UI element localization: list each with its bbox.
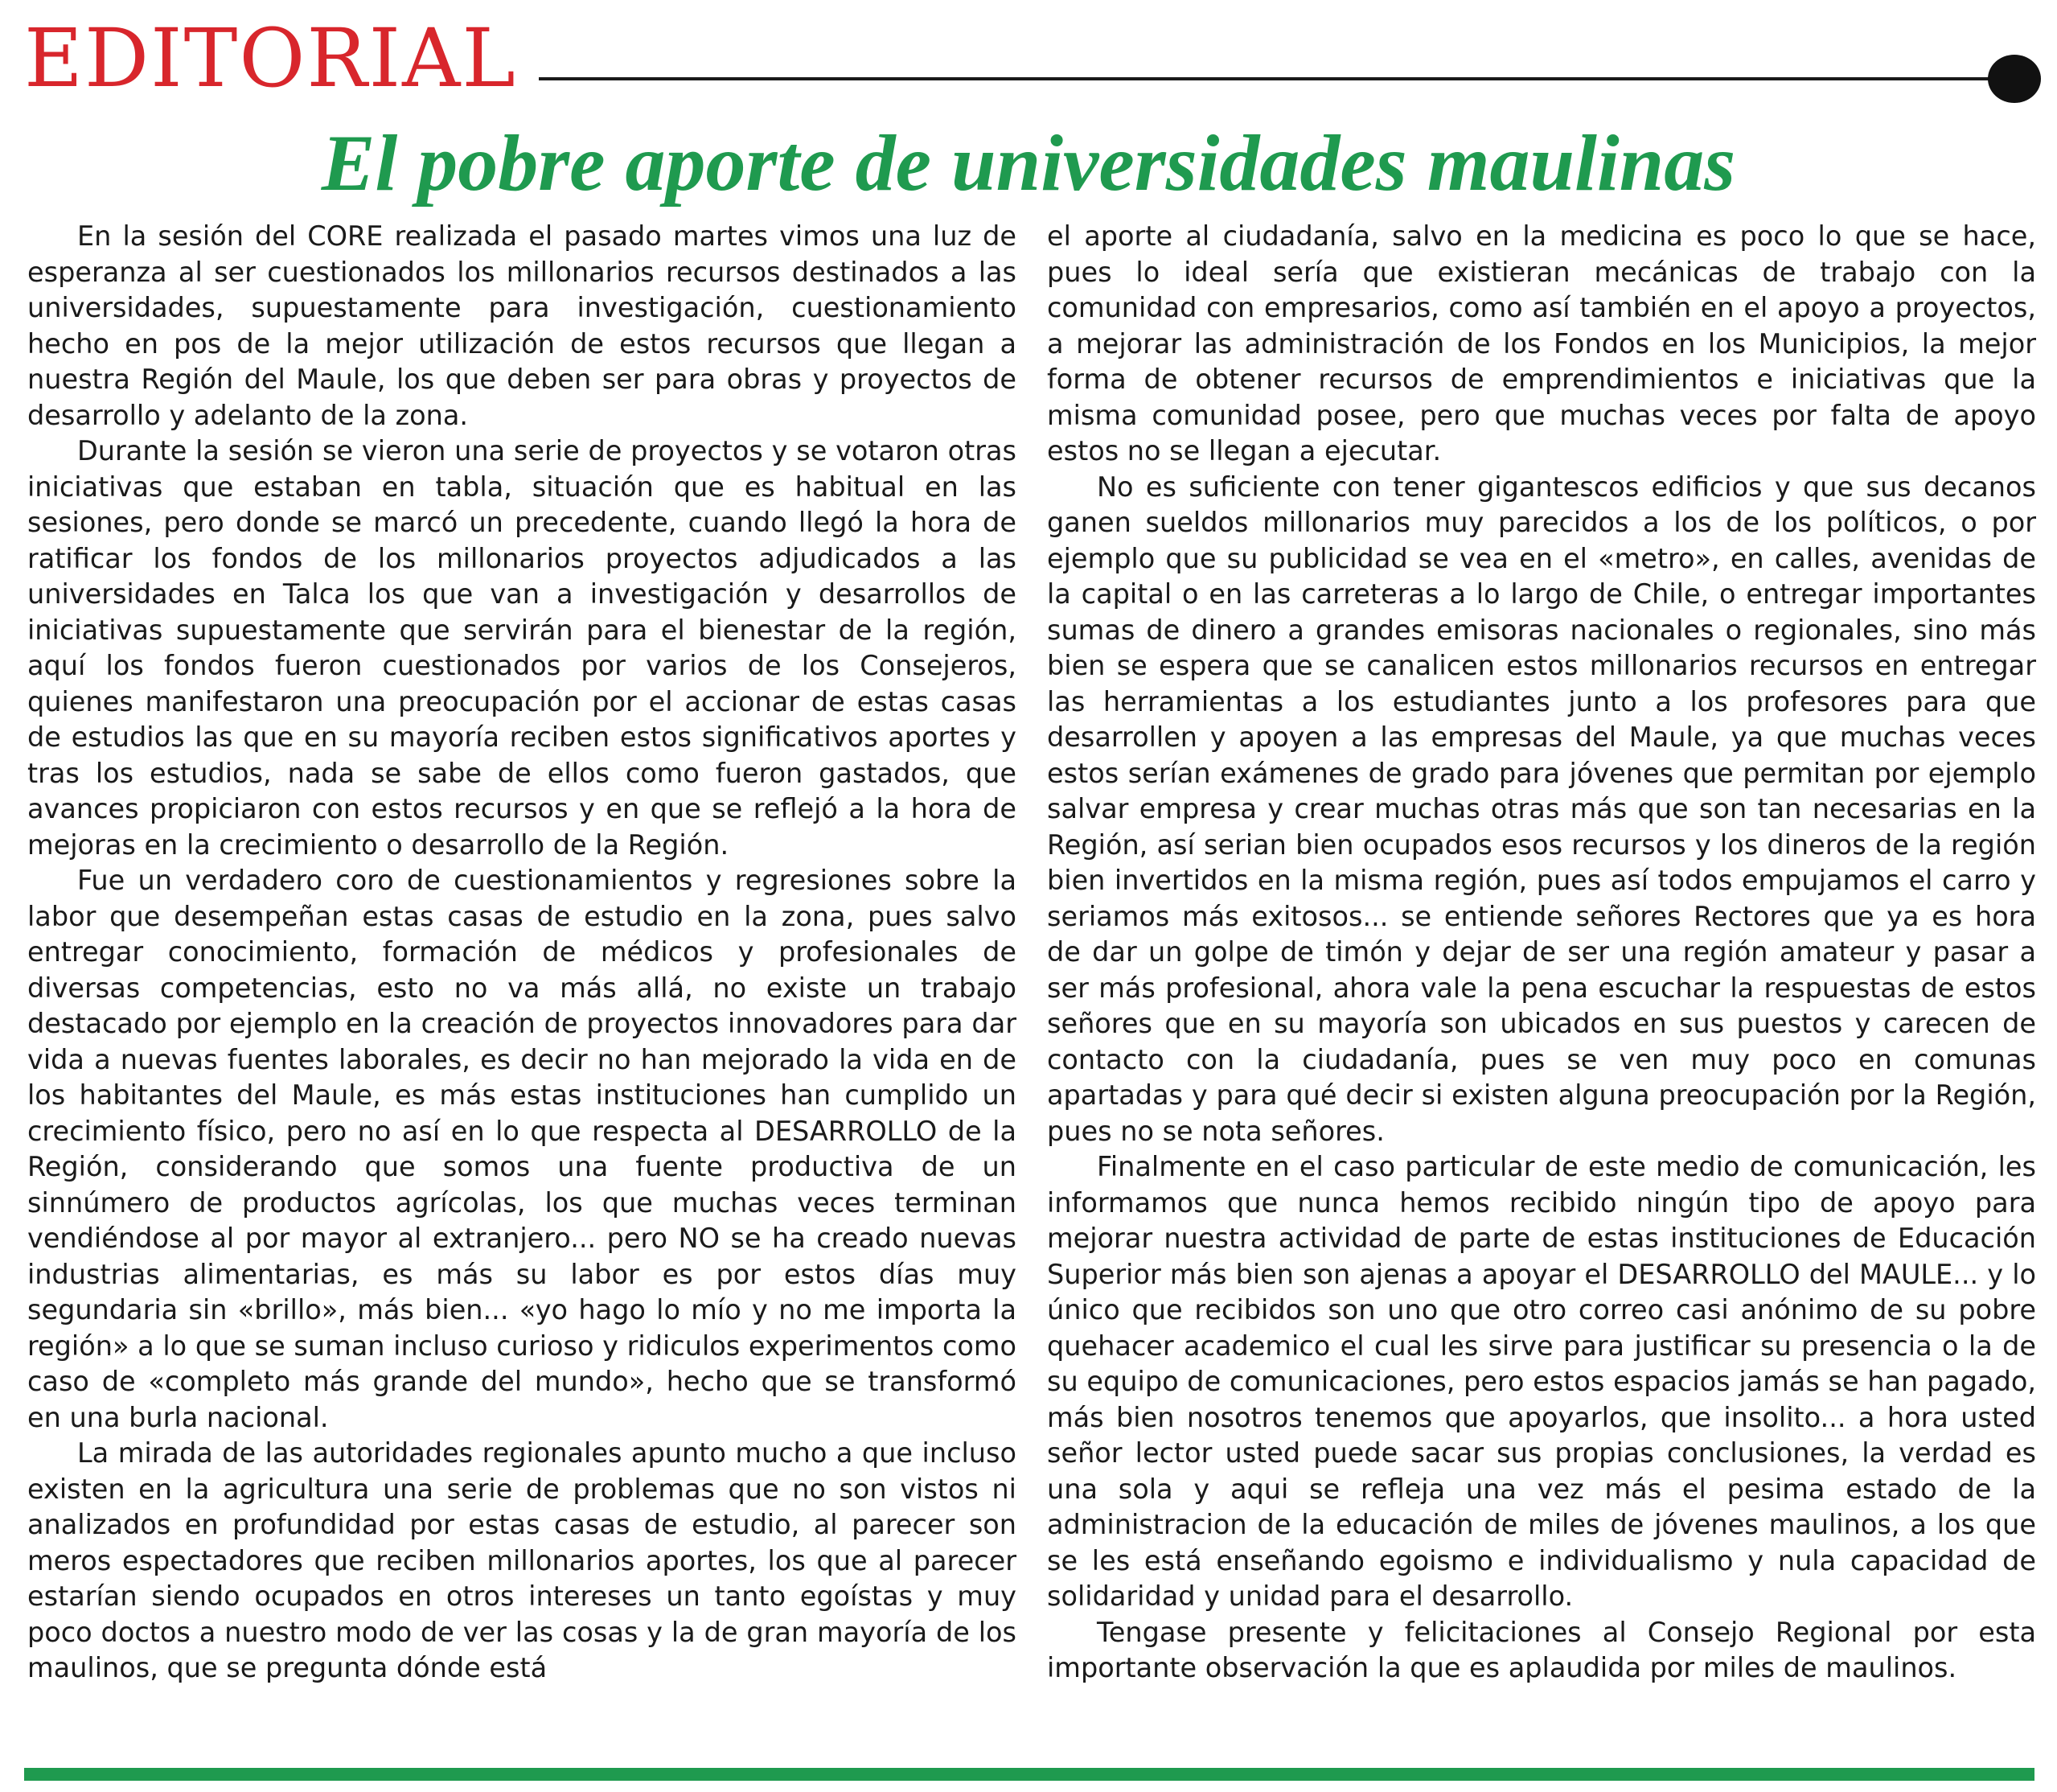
footer-rule <box>24 1768 2034 1781</box>
paragraph: Durante la sesión se vieron una serie de proyectos y se votaron otras iniciativas que estaban en tabla, situación que es habitual en las sesiones, pero donde se marcó un precedente, cuando llegó la hora de ratificar los fondos de los millonarios proyectos adjudicados a las universidades en Talca los que van a investigación y desarrollos de iniciativas supuestamente que servirán para el bienestar de la región, aquí los fondos fueron cuestionados por varios de los Consejeros, quienes manifestaron una preocupación por el accionar de estas casas de estudios las que en su mayoría reciben estos significativos aportes y tras los estudios, nada se sabe de ellos como fueron gastados, que avances propiciaron con estos recursos y en que se reflejó a la hora de mejoras en la crecimiento o desarrollo de la Región. <box>27 435 1016 861</box>
header-rule-line <box>539 77 2010 80</box>
paragraph: Finalmente en el caso particular de este medio de comunicación, les informamos que nunca hemos recibido ningún tipo de apoyo para mejorar nuestra actividad de parte de estas instituciones de Educación Superior más bien son ajenas a apoyar el DESARROLLO del MAULE... y lo único que recibidos son uno que otro correo casi anónimo de su pobre quehacer academico el cual les sirve para justificar su presencia o la de su equipo de comunicaciones, pero estos espacios jamás se han pagado, más bien nosotros tenemos que apoyarlos, que insolito... a hora usted señor lector usted puede sacar sus propias conclusiones, la verdad es una sola y aqui se refleja una vez más el pesima estado de la administracion de la educación de miles de jóvenes maulinos, a los que se les está enseñando egoismo e individualismo y nula capacidad de solidaridad y unidad para el desarrollo. <box>1047 1151 2036 1612</box>
paragraph: Fue un verdadero coro de cuestionamientos y regresiones sobre la labor que desempeñan estas casas de estudio en la zona, pues salvo entregar conocimiento, formación de médicos y profesionales de diversas competencias, esto no va más allá, no existe un trabajo destacado por ejemplo en la creación de proyectos innovadores para dar vida a nuevas fuentes laborales, es decir no han mejorado la vida en de los habitantes del Maule, es más estas instituciones han cumplido un crecimiento físico, pero no así en lo que respecta al DESARROLLO de la Región, considerando que somos una fuente productiva de un sinnúmero de productos agrícolas, los que muchas veces terminan vendiéndose al por mayor al extranjero... pero NO se ha creado nuevas industrias alimentarias, es más su labor es por estos días muy segundaria sin «brillo», más bien... «yo hago lo mío y no me importa la región» a lo que se suman incluso curioso y ridiculos experimentos como caso de «completo más grande del mundo», hecho que se transformó en una burla nacional. <box>27 865 1016 1433</box>
paragraph: No es suficiente con tener gigantescos edificios y que sus decanos ganen sueldos millonarios muy parecidos a los de los políticos, o por ejemplo que su publicidad se vea en el «metro», en calles, avenidas de la capital o en las carreteras a lo largo de Chile, o entregar importantes sumas de dinero a grandes emisoras nacionales o regionales, sino más bien se espera que se canalicen estos millonarios recursos en entregar las herramientas a los estudiantes junto a los profesores para que desarrollen y apoyen a las empresas del Maule, ya que muchas veces estos serían exámenes de grado para jóvenes que permitan por ejemplo salvar empresa y crear muchas otras más que son tan necesarias en la Región, así serian bien ocupados esos recursos y los dineros de la región bien invertidos en la misma región, pues así todos empujamos el carro y seriamos más exitosos... se entiende señores Rectores que ya es hora de dar un golpe de timón y dejar de ser una región amateur y pasar a ser más profesional, ahora vale la pena escuchar la respuestas de estos señores que en su mayoría son ubicados en sus puestos y carecen de contacto con la ciudadanía, pues se ven muy poco en comunas apartadas y para qué decir si existen alguna preocupación por la Región, pues no se nota señores. <box>1047 471 2036 1147</box>
article-column-left <box>27 219 1016 1687</box>
paragraph-continued: el aporte al ciudadanía, salvo en la medicina es poco lo que se hace, pues lo ideal sería que existieran mecánicas de trabajo con la comunidad con empresarios, como así también en el apoyo a proyectos, a mejorar las administración de los Fondos en los Municipios, la mejor forma de obtener recursos de emprendimientos e iniciativas que la misma comunidad posee, pero que muchas veces por falta de apoyo estos no se llegan a ejecutar. <box>1047 220 2036 466</box>
headline: El pobre aporte de universidades maulinas <box>321 118 1736 208</box>
article-column-right <box>1047 219 2036 1687</box>
header-rule-dot <box>1988 55 2041 103</box>
paragraph: En la sesión del CORE realizada el pasado martes vimos una luz de esperanza al ser cuestionados los millonarios recursos destinados a las universidades, supuestamente para investigación, cuestionamiento hecho en pos de la mejor utilización de estos recursos que llegan a nuestra Región del Maule, los que deben ser para obras y proyectos de desarrollo y adelanto de la zona. <box>27 220 1016 431</box>
paragraph: La mirada de las autoridades regionales apunto mucho a que incluso existen en la agricultura una serie de problemas que no son vistos ni analizados en profundidad por estas casas de estudio, al parecer son meros espectadores que reciben millonarios aportes, los que al parecer estarían siendo ocupados en otros intereses un tanto egoístas y muy poco doctos a nuestro modo de ver las cosas y la de gran mayoría de los maulinos, que se pregunta dónde está <box>27 1437 1016 1683</box>
editorial-header <box>24 11 2034 105</box>
paragraph: Tengase presente y felicitaciones al Consejo Regional por esta importante observación la que es aplaudida por miles de maulinos. <box>1047 1616 2036 1683</box>
section-label: EDITORIAL <box>24 11 517 105</box>
